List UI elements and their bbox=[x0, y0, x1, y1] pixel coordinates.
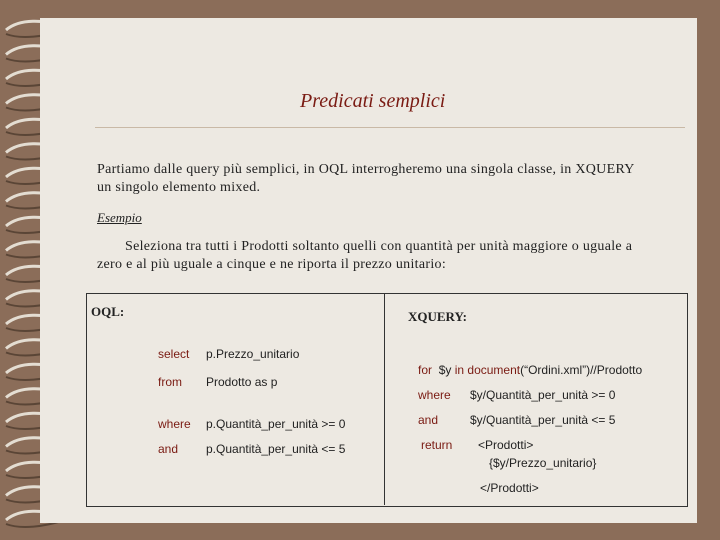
xquery-keyword-in: in bbox=[454, 363, 465, 377]
intro-line-2: un singolo elemento mixed. bbox=[97, 180, 261, 195]
oql-expr-where: p.Quantità_per_unità >= 0 bbox=[206, 417, 346, 431]
oql-label: OQL: bbox=[91, 304, 125, 319]
oql-keyword-from: from bbox=[158, 375, 182, 389]
xquery-return-body: {$y/Prezzo_unitario} bbox=[489, 456, 597, 470]
xquery-keyword-where: where bbox=[418, 388, 451, 402]
oql-keyword-select: select bbox=[158, 347, 190, 361]
xquery-expr-and: $y/Quantità_per_unità <= 5 bbox=[470, 413, 616, 427]
oql-expr-and: p.Quantità_per_unità <= 5 bbox=[206, 442, 346, 456]
oql-keyword-where: where bbox=[158, 417, 191, 431]
xquery-return-close: </Prodotti> bbox=[480, 481, 539, 495]
intro-line-1: Partiamo dalle query più semplici, in OQL interrogheremo una singola classe, in XQUERY bbox=[97, 162, 635, 177]
query-divider bbox=[384, 294, 385, 505]
xquery-keyword-and: and bbox=[418, 413, 439, 427]
oql-expr-from: Prodotto as p bbox=[206, 375, 278, 389]
example-line-2: zero e al più uguale a cinque e ne riporta il prezzo unitario: bbox=[97, 257, 447, 272]
example-line-1: Seleziona tra tutti i Prodotti soltanto quelli con quantità per unità maggiore o uguale a bbox=[125, 239, 633, 254]
oql-keyword-and: and bbox=[158, 442, 179, 456]
oql-expr-select: p.Prezzo_unitario bbox=[206, 347, 300, 361]
title-underline bbox=[95, 127, 685, 128]
xquery-return-open: <Prodotti> bbox=[478, 438, 534, 452]
example-heading: Esempio bbox=[97, 210, 142, 225]
xquery-for-var: $y bbox=[438, 363, 452, 377]
xquery-label: XQUERY: bbox=[408, 309, 468, 324]
xquery-for-arg: (“Ordini.xml”)//Prodotto bbox=[520, 363, 643, 377]
xquery-keyword-for: for bbox=[418, 363, 433, 377]
slide-title: Predicati semplici bbox=[300, 90, 446, 112]
xquery-keyword-return: return bbox=[421, 438, 453, 452]
xquery-for-line bbox=[418, 363, 642, 377]
xquery-fn-document: document bbox=[467, 363, 521, 377]
xquery-expr-where: $y/Quantità_per_unità >= 0 bbox=[470, 388, 616, 402]
